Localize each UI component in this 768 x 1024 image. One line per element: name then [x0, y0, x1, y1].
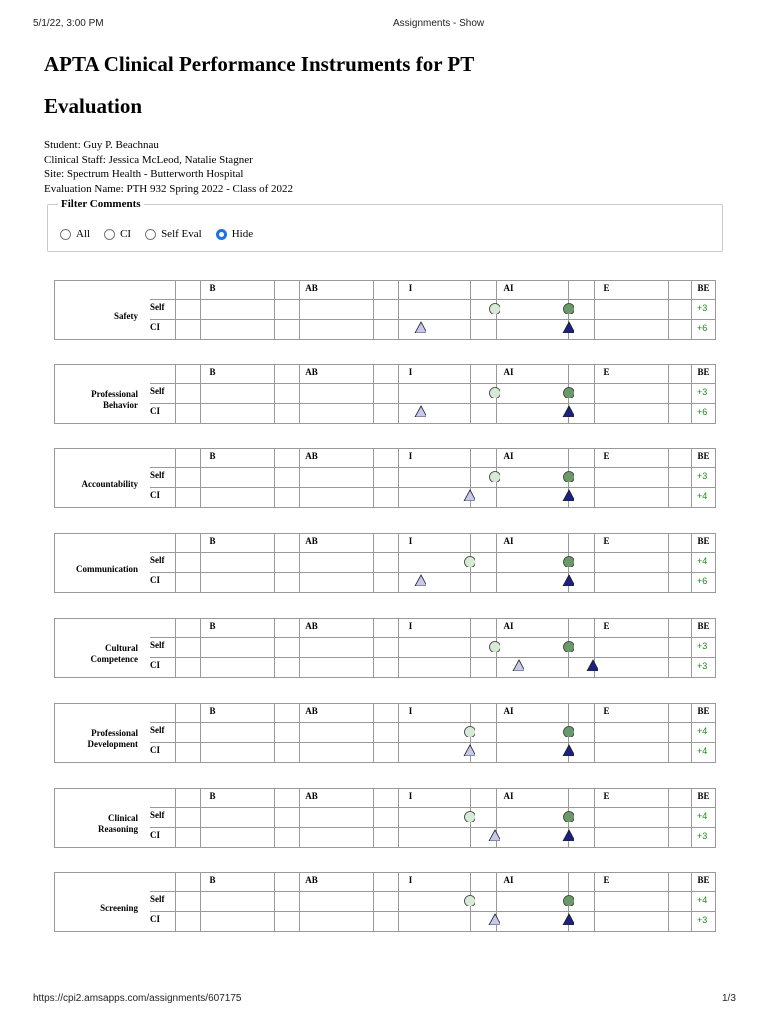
scale-header: I: [408, 875, 413, 885]
criterion-name-line: Screening: [100, 903, 138, 913]
print-url: https://cpi2.amsapps.com/assignments/607175: [33, 993, 242, 1004]
scale-header: AI: [503, 621, 514, 631]
criterion-block: [54, 703, 716, 763]
criterion-name-line: Professional: [91, 389, 138, 399]
ci-previous-marker: [414, 574, 426, 586]
row-label-self: Self: [150, 894, 165, 904]
grid-line: [54, 533, 55, 593]
clinical-staff-line: Clinical Staff: Jessica McLeod, Natalie Stagner: [44, 153, 253, 166]
row-label-self: Self: [150, 640, 165, 650]
ci-previous-marker: [414, 405, 426, 417]
grid-line: [150, 742, 716, 743]
row-label-ci: CI: [150, 490, 161, 500]
grid-line: [150, 403, 716, 404]
filter-option-hide[interactable]: [216, 228, 253, 240]
scale-header: AB: [305, 621, 318, 631]
radio-all[interactable]: [60, 229, 71, 240]
grid-line: [373, 703, 374, 763]
criterion-name-line: Development: [87, 739, 138, 749]
criterion-name-line: Behavior: [103, 400, 138, 410]
grid-line: [470, 280, 471, 340]
criterion-name-line: Safety: [114, 311, 138, 321]
grid-line: [470, 364, 471, 424]
grid-line: [274, 280, 275, 340]
ci-current-marker: [562, 574, 574, 586]
criterion-block: [54, 618, 716, 678]
grid-line: [150, 383, 716, 384]
criterion-name: [54, 564, 138, 575]
self-current-marker: [562, 470, 574, 482]
row-label-self: Self: [150, 555, 165, 565]
criterion-block: [54, 788, 716, 848]
scale-header: B: [209, 451, 216, 461]
scale-header: E: [603, 706, 610, 716]
grid-line: [668, 872, 669, 932]
scale-header: BE: [697, 536, 710, 546]
ci-current-marker: [562, 489, 574, 501]
grid-line: [150, 637, 716, 638]
scale-header: E: [603, 367, 610, 377]
ci-current-marker: [562, 829, 574, 841]
grid-line: [668, 364, 669, 424]
grid-line: [150, 319, 716, 320]
criterion-name-line: Reasoning: [97, 824, 138, 834]
ci-score: +3: [697, 661, 708, 671]
criterion-name: [54, 643, 138, 665]
grid-line: [668, 788, 669, 848]
criterion-block: [54, 364, 716, 424]
grid-line: [54, 847, 716, 848]
scale-header: B: [209, 283, 216, 293]
grid-line: [150, 807, 716, 808]
scale-header: BE: [697, 283, 710, 293]
grid-line: [175, 872, 176, 932]
ci-previous-marker: [488, 829, 500, 841]
grid-line: [668, 533, 669, 593]
scale-header: E: [603, 791, 610, 801]
grid-line: [175, 703, 176, 763]
self-previous-marker: [488, 640, 500, 652]
row-label-ci: CI: [150, 660, 161, 670]
grid-line: [150, 467, 716, 468]
grid-line: [54, 423, 716, 424]
grid-line: [150, 299, 716, 300]
criterion-name: [54, 311, 138, 322]
ci-current-marker: [562, 913, 574, 925]
self-current-marker: [562, 894, 574, 906]
criterion-name-line: Competence: [90, 654, 138, 664]
scale-header: BE: [697, 451, 710, 461]
ci-score: +6: [697, 576, 708, 586]
row-label-self: Self: [150, 386, 165, 396]
scale-header: I: [408, 536, 413, 546]
self-current-marker: [562, 302, 574, 314]
self-current-marker: [562, 386, 574, 398]
self-previous-marker: [463, 810, 475, 822]
grid-line: [54, 931, 716, 932]
row-label-self: Self: [150, 810, 165, 820]
ci-score: +3: [697, 915, 708, 925]
self-current-marker: [562, 725, 574, 737]
grid-line: [175, 280, 176, 340]
scale-header: AI: [503, 283, 514, 293]
row-label-self: Self: [150, 725, 165, 735]
grid-line: [470, 618, 471, 678]
ci-current-marker: [562, 405, 574, 417]
grid-line: [150, 891, 716, 892]
grid-line: [373, 448, 374, 508]
scale-header: AB: [305, 706, 318, 716]
grid-line: [274, 448, 275, 508]
scale-header: I: [408, 283, 413, 293]
scale-header: AI: [503, 875, 514, 885]
scale-header: AB: [305, 367, 318, 377]
scale-header: AI: [503, 451, 514, 461]
scale-header: I: [408, 706, 413, 716]
criterion-name: [54, 813, 138, 835]
self-previous-marker: [488, 470, 500, 482]
criterion-block: [54, 448, 716, 508]
scale-header: B: [209, 875, 216, 885]
self-current-marker: [562, 810, 574, 822]
grid-line: [54, 872, 716, 873]
self-previous-marker: [488, 302, 500, 314]
criterion-name: [54, 389, 138, 411]
row-label-ci: CI: [150, 830, 161, 840]
grid-line: [175, 533, 176, 593]
scale-header: I: [408, 367, 413, 377]
self-score: +4: [697, 895, 708, 905]
ci-current-marker: [586, 659, 598, 671]
filter-option-self-eval[interactable]: [145, 228, 202, 240]
filter-options: [60, 228, 267, 240]
evaluation-info: [44, 138, 293, 196]
ci-previous-marker: [463, 744, 475, 756]
grid-line: [150, 722, 716, 723]
grid-line: [274, 533, 275, 593]
grid-line: [373, 280, 374, 340]
grid-line: [150, 572, 716, 573]
self-score: +4: [697, 726, 708, 736]
row-label-ci: CI: [150, 745, 161, 755]
criterion-name: [54, 479, 138, 490]
grid-line: [54, 339, 716, 340]
grid-line: [175, 448, 176, 508]
scale-header: AI: [503, 791, 514, 801]
grid-line: [54, 703, 716, 704]
grid-line: [54, 280, 55, 340]
grid-line: [150, 487, 716, 488]
evaluation-name-line: Evaluation Name: PTH 932 Spring 2022 - Class of 2022: [44, 182, 294, 195]
filter-option-ci-label: CI: [120, 228, 132, 240]
grid-line: [373, 618, 374, 678]
ci-previous-marker: [488, 913, 500, 925]
grid-line: [150, 552, 716, 553]
ci-current-marker: [562, 321, 574, 333]
grid-line: [668, 280, 669, 340]
row-label-ci: CI: [150, 322, 161, 332]
grid-line: [54, 677, 716, 678]
criterion-name-line: Professional: [91, 728, 138, 738]
grid-line: [373, 872, 374, 932]
print-page-title: Assignments - Show: [393, 18, 485, 29]
self-score: +4: [697, 556, 708, 566]
grid-line: [274, 703, 275, 763]
grid-line: [373, 788, 374, 848]
grid-line: [54, 788, 716, 789]
criterion-name-line: Clinical: [107, 813, 138, 823]
scale-header: BE: [697, 706, 710, 716]
scale-header: E: [603, 451, 610, 461]
row-label-ci: CI: [150, 406, 161, 416]
filter-option-all-label: All: [76, 228, 91, 240]
scale-header: BE: [697, 875, 710, 885]
filter-option-hide-label: Hide: [231, 228, 254, 240]
scale-header: E: [603, 621, 610, 631]
self-score: +3: [697, 471, 708, 481]
scale-header: AB: [305, 875, 318, 885]
ci-score: +6: [697, 407, 708, 417]
grid-line: [54, 364, 716, 365]
student-line: Student: Guy P. Beachnau: [44, 139, 159, 151]
ci-current-marker: [562, 744, 574, 756]
grid-line: [274, 618, 275, 678]
scale-header: BE: [697, 791, 710, 801]
scale-header: AI: [503, 367, 514, 377]
grid-line: [274, 364, 275, 424]
grid-line: [54, 448, 55, 508]
row-label-self: Self: [150, 470, 165, 480]
ci-score: +3: [697, 831, 708, 841]
site-line: Site: Spectrum Health - Butterworth Hospital: [44, 168, 244, 180]
scale-header: E: [603, 283, 610, 293]
scale-header: I: [408, 791, 413, 801]
scale-header: AB: [305, 536, 318, 546]
row-label-ci: CI: [150, 914, 161, 924]
criterion-name: [54, 903, 138, 914]
grid-line: [274, 788, 275, 848]
grid-line: [175, 364, 176, 424]
self-current-marker: [562, 555, 574, 567]
self-score: +3: [697, 641, 708, 651]
self-previous-marker: [488, 386, 500, 398]
filter-comments-fieldset: [47, 198, 723, 252]
self-previous-marker: [463, 894, 475, 906]
scale-header: AB: [305, 283, 318, 293]
grid-line: [150, 657, 716, 658]
grid-line: [274, 872, 275, 932]
radio-hide[interactable]: [216, 229, 227, 240]
filter-comments-legend: Filter Comments: [58, 198, 144, 210]
grid-line: [373, 364, 374, 424]
radio-ci[interactable]: [104, 229, 115, 240]
self-score: +3: [697, 303, 708, 313]
grid-line: [175, 788, 176, 848]
grid-line: [54, 762, 716, 763]
page-title-line1: APTA Clinical Performance Instruments for PT: [44, 52, 475, 76]
ci-previous-marker: [463, 489, 475, 501]
scale-header: AI: [503, 706, 514, 716]
grid-line: [54, 507, 716, 508]
grid-line: [150, 911, 716, 912]
row-label-self: Self: [150, 302, 165, 312]
page-title-line2: Evaluation: [44, 94, 143, 118]
scale-header: I: [408, 451, 413, 461]
grid-line: [175, 618, 176, 678]
self-previous-marker: [463, 725, 475, 737]
grid-line: [373, 533, 374, 593]
print-page-number: 1/3: [722, 993, 736, 1004]
scale-header: B: [209, 791, 216, 801]
filter-option-self-eval-label: Self Eval: [161, 228, 202, 240]
criterion-block: [54, 280, 716, 340]
grid-line: [54, 533, 716, 534]
criterion-name-line: Communication: [75, 564, 138, 574]
criterion-name-line: Accountability: [81, 479, 138, 489]
scale-header: B: [209, 621, 216, 631]
scale-header: AI: [503, 536, 514, 546]
criterion-block: [54, 533, 716, 593]
criterion-name-line: Cultural: [104, 643, 138, 653]
ci-score: +6: [697, 323, 708, 333]
ci-score: +4: [697, 491, 708, 501]
criterion-name: [54, 728, 138, 750]
scale-header: BE: [697, 367, 710, 377]
filter-option-all[interactable]: [60, 228, 90, 240]
grid-line: [150, 827, 716, 828]
self-score: +4: [697, 811, 708, 821]
grid-line: [54, 280, 716, 281]
criterion-block: [54, 872, 716, 932]
scale-header: B: [209, 367, 216, 377]
scale-header: B: [209, 536, 216, 546]
row-label-ci: CI: [150, 575, 161, 585]
scale-header: B: [209, 706, 216, 716]
self-score: +3: [697, 387, 708, 397]
ci-previous-marker: [512, 659, 524, 671]
scale-header: AB: [305, 451, 318, 461]
scale-header: BE: [697, 621, 710, 631]
radio-self-eval[interactable]: [145, 229, 156, 240]
grid-line: [668, 703, 669, 763]
grid-line: [668, 448, 669, 508]
self-current-marker: [562, 640, 574, 652]
scale-header: AB: [305, 791, 318, 801]
scale-header: I: [408, 621, 413, 631]
self-previous-marker: [463, 555, 475, 567]
grid-line: [668, 618, 669, 678]
scale-header: E: [603, 536, 610, 546]
print-datetime: 5/1/22, 3:00 PM: [33, 18, 104, 29]
ci-score: +4: [697, 746, 708, 756]
filter-option-ci[interactable]: [104, 228, 131, 240]
grid-line: [54, 448, 716, 449]
scale-header: E: [603, 875, 610, 885]
grid-line: [54, 872, 55, 932]
grid-line: [54, 618, 716, 619]
grid-line: [54, 592, 716, 593]
ci-previous-marker: [414, 321, 426, 333]
